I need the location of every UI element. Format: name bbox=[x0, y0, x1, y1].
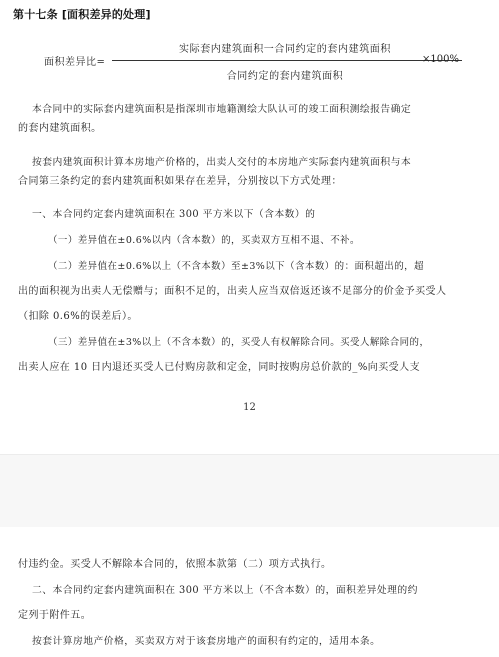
paragraph-line: 合同第三条约定的套内建筑面积如果存在差异，分别按以下方式处理： bbox=[18, 176, 342, 187]
paragraph-line: （二）差异值在±0.6%以上（不含本数）至±3%以下（含本数）的：面积超出的，超 bbox=[48, 261, 424, 272]
paragraph-line: 出的面积视为出卖人无偿赠与；面积不足的，出卖人应当双倍返还该不足部分的价金予买受人 bbox=[18, 286, 447, 297]
fraction-bar bbox=[112, 60, 462, 61]
paragraph-line: （一）差异值在±0.6%以内（含本数）的，买卖双方互相不退、不补。 bbox=[48, 235, 360, 246]
formula-denominator: 合同约定的套内建筑面积 bbox=[226, 71, 344, 82]
paragraph-line: 按套计算房地产价格，买卖双方对于该套房地产的面积有约定的，适用本条。 bbox=[32, 636, 381, 647]
formula-lhs: 面积差异比= bbox=[44, 57, 106, 68]
paragraph-line: （扣除 0.6%的误差后）。 bbox=[18, 311, 138, 322]
paragraph-line: 二、本合同约定套内建筑面积在 300 平方米以上（不含本数）的，面积差异处理的约 bbox=[32, 585, 418, 596]
paragraph-line: 付违约金。买受人不解除本合同的，依照本款第（二）项方式执行。 bbox=[18, 559, 332, 570]
paragraph-line: 本合同中的实际套内建筑面积是指深圳市地籍测绘大队认可的竣工面积测绘报告确定 bbox=[32, 104, 412, 115]
article-heading: 第十七条 [面积差异的处理] bbox=[13, 8, 151, 21]
page-break bbox=[0, 454, 499, 528]
paragraph-line: （三）差异值在±3%以上（不含本数）的，买受人有权解除合同。买受人解除合同的， bbox=[48, 337, 430, 348]
document-page-13 bbox=[0, 527, 499, 657]
area-difference-formula bbox=[40, 36, 470, 96]
page-number: 12 bbox=[243, 402, 256, 413]
formula-numerator: 实际套内建筑面积一合同约定的套内建筑面积 bbox=[179, 44, 391, 55]
paragraph-line: 定列于附件五。 bbox=[18, 610, 92, 621]
paragraph-line: 一、本合同约定套内建筑面积在 300 平方米以下（含本数）的 bbox=[32, 209, 316, 220]
paragraph-line: 按套内建筑面积计算本房地产价格的，出卖人交付的本房地产实际套内建筑面积与本 bbox=[32, 157, 412, 168]
paragraph-line: 的套内建筑面积。 bbox=[18, 123, 102, 134]
paragraph-line: 出卖人应在 10 日内退还买受人已付购房款和定金，同时按购房总价款的_%向买受人支 bbox=[18, 362, 421, 373]
formula-rhs: ×100% bbox=[422, 54, 459, 65]
